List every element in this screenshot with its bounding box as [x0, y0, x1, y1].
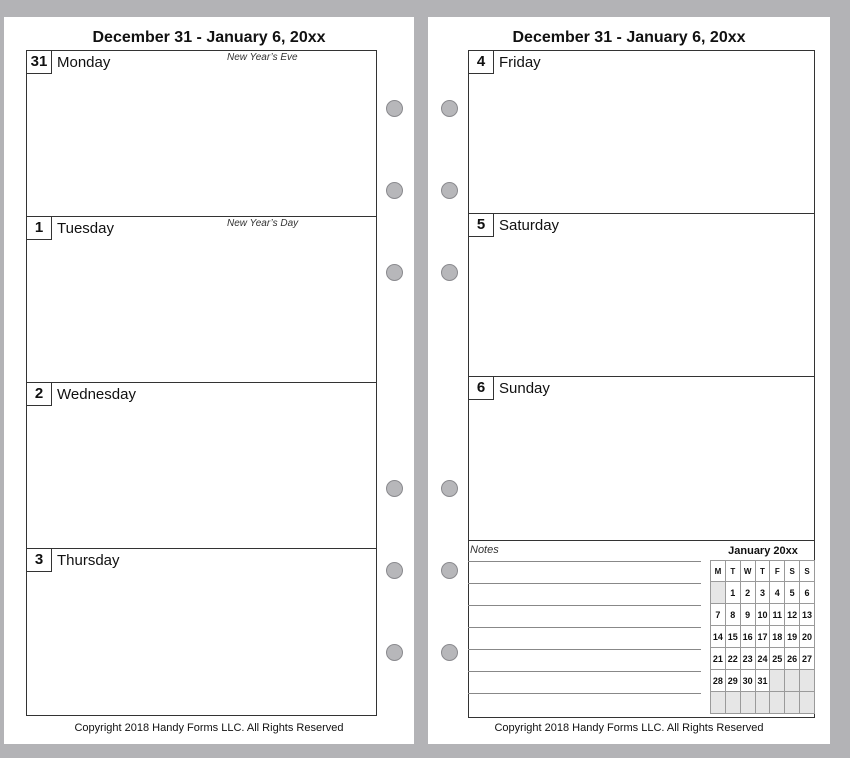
- calendar-cell: 21: [711, 648, 726, 670]
- binder-hole-icon: [386, 264, 403, 281]
- notes-line: [468, 583, 701, 584]
- calendar-cell: [740, 692, 755, 714]
- day-box-tuesday[interactable]: [27, 217, 376, 383]
- calendar-cell: 7: [711, 604, 726, 626]
- binder-hole-icon: [386, 562, 403, 579]
- weekday-header: W: [740, 561, 755, 582]
- day-column: [468, 50, 815, 541]
- calendar-cell: 1: [725, 582, 740, 604]
- day-name: Sunday: [499, 380, 550, 397]
- notes-line: [468, 649, 701, 650]
- calendar-cell: 4: [770, 582, 785, 604]
- day-name: Wednesday: [57, 386, 136, 403]
- weekday-header: S: [785, 561, 800, 582]
- calendar-cell: [770, 692, 785, 714]
- day-number: 6: [468, 376, 494, 400]
- calendar-cell: [770, 670, 785, 692]
- binder-hole-icon: [386, 644, 403, 661]
- notes-line: [468, 605, 701, 606]
- day-number: 2: [26, 382, 52, 406]
- calendar-cell: [711, 692, 726, 714]
- day-number: 3: [26, 548, 52, 572]
- holiday-label: New Year’s Day: [227, 218, 299, 229]
- day-box-saturday[interactable]: [469, 214, 814, 377]
- binder-hole-icon: [386, 480, 403, 497]
- calendar-cell: 12: [785, 604, 800, 626]
- weekday-header: M: [711, 561, 726, 582]
- notes-line: [468, 693, 701, 694]
- day-name: Tuesday: [57, 220, 114, 237]
- day-name: Friday: [499, 54, 541, 71]
- calendar-cell: 9: [740, 604, 755, 626]
- calendar-cell: 15: [725, 626, 740, 648]
- notes-line: [468, 627, 701, 628]
- binder-hole-icon: [386, 182, 403, 199]
- notes-line: [468, 561, 701, 562]
- calendar-cell: [785, 692, 800, 714]
- calendar-cell: [785, 670, 800, 692]
- weekday-header: S: [800, 561, 815, 582]
- day-box-sunday[interactable]: [469, 377, 814, 540]
- day-number: 5: [468, 213, 494, 237]
- copyright-text: Copyright 2018 Handy Forms LLC. All Rights Reserved: [494, 722, 764, 734]
- day-number: 31: [26, 50, 52, 74]
- calendar-cell: 2: [740, 582, 755, 604]
- calendar-cell: 28: [711, 670, 726, 692]
- calendar-cell: 14: [711, 626, 726, 648]
- calendar-cell: 19: [785, 626, 800, 648]
- day-name: Thursday: [57, 552, 120, 569]
- calendar-cell: 18: [770, 626, 785, 648]
- holiday-label: New Year’s Eve: [227, 52, 298, 63]
- calendar-cell: 26: [785, 648, 800, 670]
- calendar-cell: 5: [785, 582, 800, 604]
- binder-hole-icon: [441, 100, 458, 117]
- calendar-cell: 11: [770, 604, 785, 626]
- left-page: [4, 17, 414, 744]
- day-number: 1: [26, 216, 52, 240]
- binder-hole-icon: [441, 562, 458, 579]
- binder-hole-icon: [386, 100, 403, 117]
- calendar-cell: 23: [740, 648, 755, 670]
- day-column: [26, 50, 377, 716]
- copyright-text: Copyright 2018 Handy Forms LLC. All Rights Reserved: [74, 722, 344, 734]
- binder-hole-icon: [441, 644, 458, 661]
- calendar-cell: [711, 582, 726, 604]
- calendar-cell: [755, 692, 770, 714]
- calendar-cell: 16: [740, 626, 755, 648]
- calendar-cell: 22: [725, 648, 740, 670]
- day-box-wednesday[interactable]: [27, 383, 376, 549]
- calendar-cell: 13: [800, 604, 815, 626]
- calendar-cell: 8: [725, 604, 740, 626]
- day-name: Monday: [57, 54, 111, 71]
- calendar-cell: [800, 670, 815, 692]
- weekday-header: F: [770, 561, 785, 582]
- calendar-cell: 25: [770, 648, 785, 670]
- calendar-cell: 27: [800, 648, 815, 670]
- page-title: December 31 - January 6, 20xx: [512, 29, 746, 46]
- calendar-cell: 20: [800, 626, 815, 648]
- mini-calendar: [710, 543, 816, 714]
- calendar-cell: 30: [740, 670, 755, 692]
- mini-calendar-title: January 20xx: [728, 545, 798, 557]
- day-number: 4: [468, 50, 494, 74]
- binder-hole-icon: [441, 182, 458, 199]
- weekday-header: T: [725, 561, 740, 582]
- day-box-friday[interactable]: [469, 51, 814, 214]
- page-title: December 31 - January 6, 20xx: [92, 29, 326, 46]
- binder-hole-icon: [441, 480, 458, 497]
- calendar-cell: 17: [755, 626, 770, 648]
- calendar-cell: 29: [725, 670, 740, 692]
- notes-label: Notes: [470, 544, 499, 556]
- day-name: Saturday: [499, 217, 560, 234]
- calendar-cell: 3: [755, 582, 770, 604]
- calendar-cell: [800, 692, 815, 714]
- weekday-header: T: [755, 561, 770, 582]
- notes-area[interactable]: [468, 541, 701, 718]
- notes-line: [468, 671, 701, 672]
- day-box-thursday[interactable]: [27, 549, 376, 715]
- mini-calendar-grid: [710, 560, 815, 714]
- day-box-monday[interactable]: [27, 51, 376, 217]
- right-page: [428, 17, 830, 744]
- calendar-cell: [725, 692, 740, 714]
- calendar-cell: 10: [755, 604, 770, 626]
- calendar-cell: 6: [800, 582, 815, 604]
- calendar-cell: 31: [755, 670, 770, 692]
- binder-hole-icon: [441, 264, 458, 281]
- calendar-cell: 24: [755, 648, 770, 670]
